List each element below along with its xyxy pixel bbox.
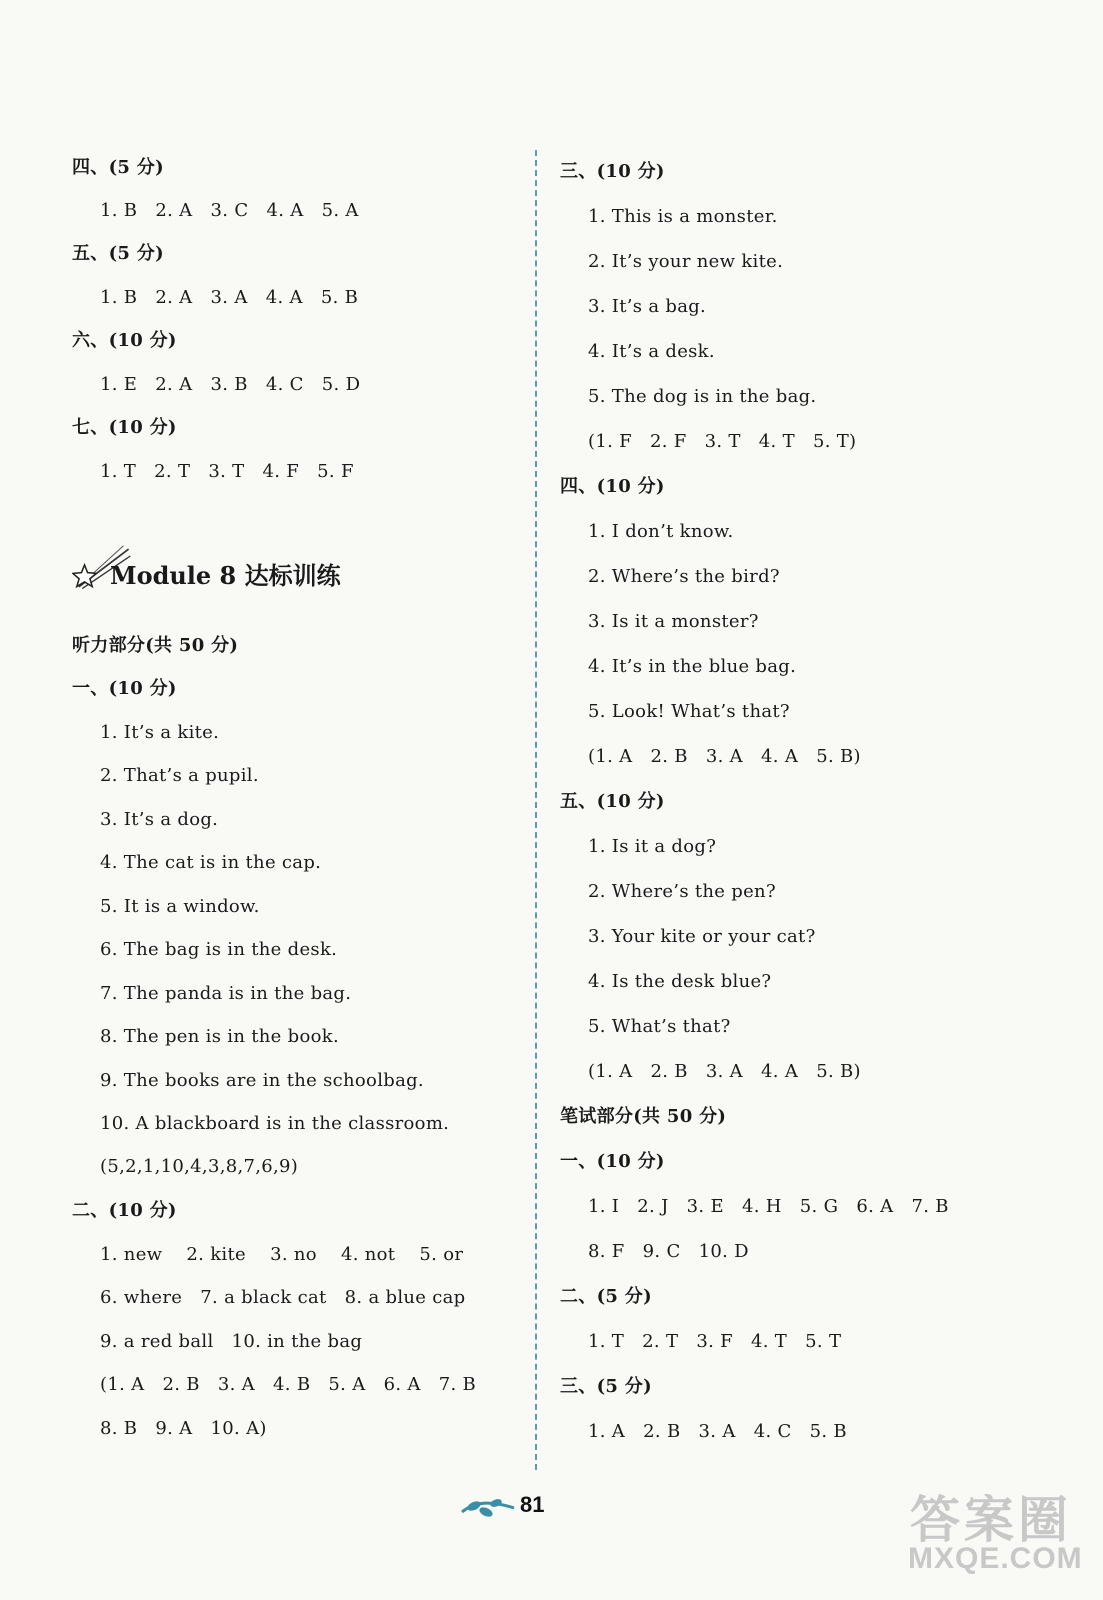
watermark-line-1: 答案圈 (910, 1492, 1072, 1548)
page-footer (460, 1490, 640, 1530)
listening-2-row: 1. new 2. kite 3. no 4. not 5. or (100, 1244, 464, 1265)
listening-3-item: 2. It’s your new kite. (588, 251, 784, 272)
section-7-header: 七、(10 分) (72, 417, 177, 438)
page-number: 81 (520, 1492, 545, 1517)
site-watermark (900, 1480, 1100, 1590)
listening-1-header: 一、(10 分) (72, 678, 177, 699)
written-1-row: 8. F 9. C 10. D (588, 1241, 749, 1262)
written-2-header: 二、(5 分) (560, 1286, 652, 1307)
listening-3-item: 3. It’s a bag. (588, 296, 707, 317)
listening-part-header: 听力部分(共 50 分) (72, 635, 239, 656)
listening-4-item: 4. It’s in the blue bag. (588, 656, 797, 677)
listening-1-item: 2. That’s a pupil. (100, 765, 259, 786)
listening-2-row: 8. B 9. A 10. A) (100, 1418, 267, 1439)
listening-5-item: 1. Is it a dog? (588, 836, 717, 857)
listening-2-header: 二、(10 分) (72, 1200, 177, 1221)
listening-1-answer: (5,2,1,10,4,3,8,7,6,9) (100, 1156, 299, 1177)
listening-4-item: 1. I don’t know. (588, 521, 734, 542)
section-5-header: 五、(5 分) (72, 243, 164, 264)
listening-5-item: 3. Your kite or your cat? (588, 926, 816, 947)
listening-1-item: 5. It is a window. (100, 896, 260, 917)
listening-3-item: 4. It’s a desk. (588, 341, 715, 362)
listening-5-item: 5. What’s that? (588, 1016, 731, 1037)
section-6-answers: 1. E 2. A 3. B 4. C 5. D (100, 374, 361, 395)
listening-2-row: 9. a red ball 10. in the bag (100, 1331, 363, 1352)
listening-3-header: 三、(10 分) (560, 161, 665, 182)
module-title-block (72, 540, 512, 596)
written-part-header: 笔试部分(共 50 分) (560, 1106, 727, 1127)
listening-1-item: 1. It’s a kite. (100, 722, 220, 743)
leaf-ornament-icon (460, 1494, 516, 1522)
listening-5-answer: (1. A 2. B 3. A 4. A 5. B) (588, 1061, 861, 1082)
watermark-line-2: MXQE.COM (908, 1542, 1083, 1575)
listening-1-item: 6. The bag is in the desk. (100, 939, 338, 960)
listening-4-item: 5. Look! What’s that? (588, 701, 790, 722)
listening-1-item: 7. The panda is in the bag. (100, 983, 352, 1004)
listening-5-item: 4. Is the desk blue? (588, 971, 772, 992)
module-title: Module 8 达标训练 (110, 561, 341, 590)
listening-4-item: 3. Is it a monster? (588, 611, 759, 632)
written-1-row: 1. I 2. J 3. E 4. H 5. G 6. A 7. B (588, 1196, 949, 1217)
listening-3-item: 5. The dog is in the bag. (588, 386, 817, 407)
listening-1-item: 4. The cat is in the cap. (100, 852, 322, 873)
section-4-answers: 1. B 2. A 3. C 4. A 5. A (100, 200, 359, 221)
listening-2-row: (1. A 2. B 3. A 4. B 5. A 6. A 7. B (100, 1374, 477, 1395)
listening-1-item: 3. It’s a dog. (100, 809, 219, 830)
section-5-answers: 1. B 2. A 3. A 4. A 5. B (100, 287, 359, 308)
section-4-header: 四、(5 分) (72, 157, 164, 178)
listening-1-item: 8. The pen is in the book. (100, 1026, 339, 1047)
written-2-answers: 1. T 2. T 3. F 4. T 5. T (588, 1331, 842, 1352)
section-6-header: 六、(10 分) (72, 330, 177, 351)
listening-1-item: 9. The books are in the schoolbag. (100, 1070, 424, 1091)
listening-4-header: 四、(10 分) (560, 476, 665, 497)
written-3-answers: 1. A 2. B 3. A 4. C 5. B (588, 1421, 847, 1442)
listening-1-item: 10. A blackboard is in the classroom. (100, 1113, 450, 1134)
column-divider (535, 150, 537, 1470)
listening-5-item: 2. Where’s the pen? (588, 881, 776, 902)
section-7-answers: 1. T 2. T 3. T 4. F 5. F (100, 461, 354, 482)
listening-2-row: 6. where 7. a black cat 8. a blue cap (100, 1287, 466, 1308)
listening-4-item: 2. Where’s the bird? (588, 566, 780, 587)
written-3-header: 三、(5 分) (560, 1376, 652, 1397)
written-1-header: 一、(10 分) (560, 1151, 665, 1172)
listening-4-answer: (1. A 2. B 3. A 4. A 5. B) (588, 746, 861, 767)
listening-5-header: 五、(10 分) (560, 791, 665, 812)
listening-3-item: 1. This is a monster. (588, 206, 778, 227)
listening-3-answer: (1. F 2. F 3. T 4. T 5. T) (588, 431, 857, 452)
